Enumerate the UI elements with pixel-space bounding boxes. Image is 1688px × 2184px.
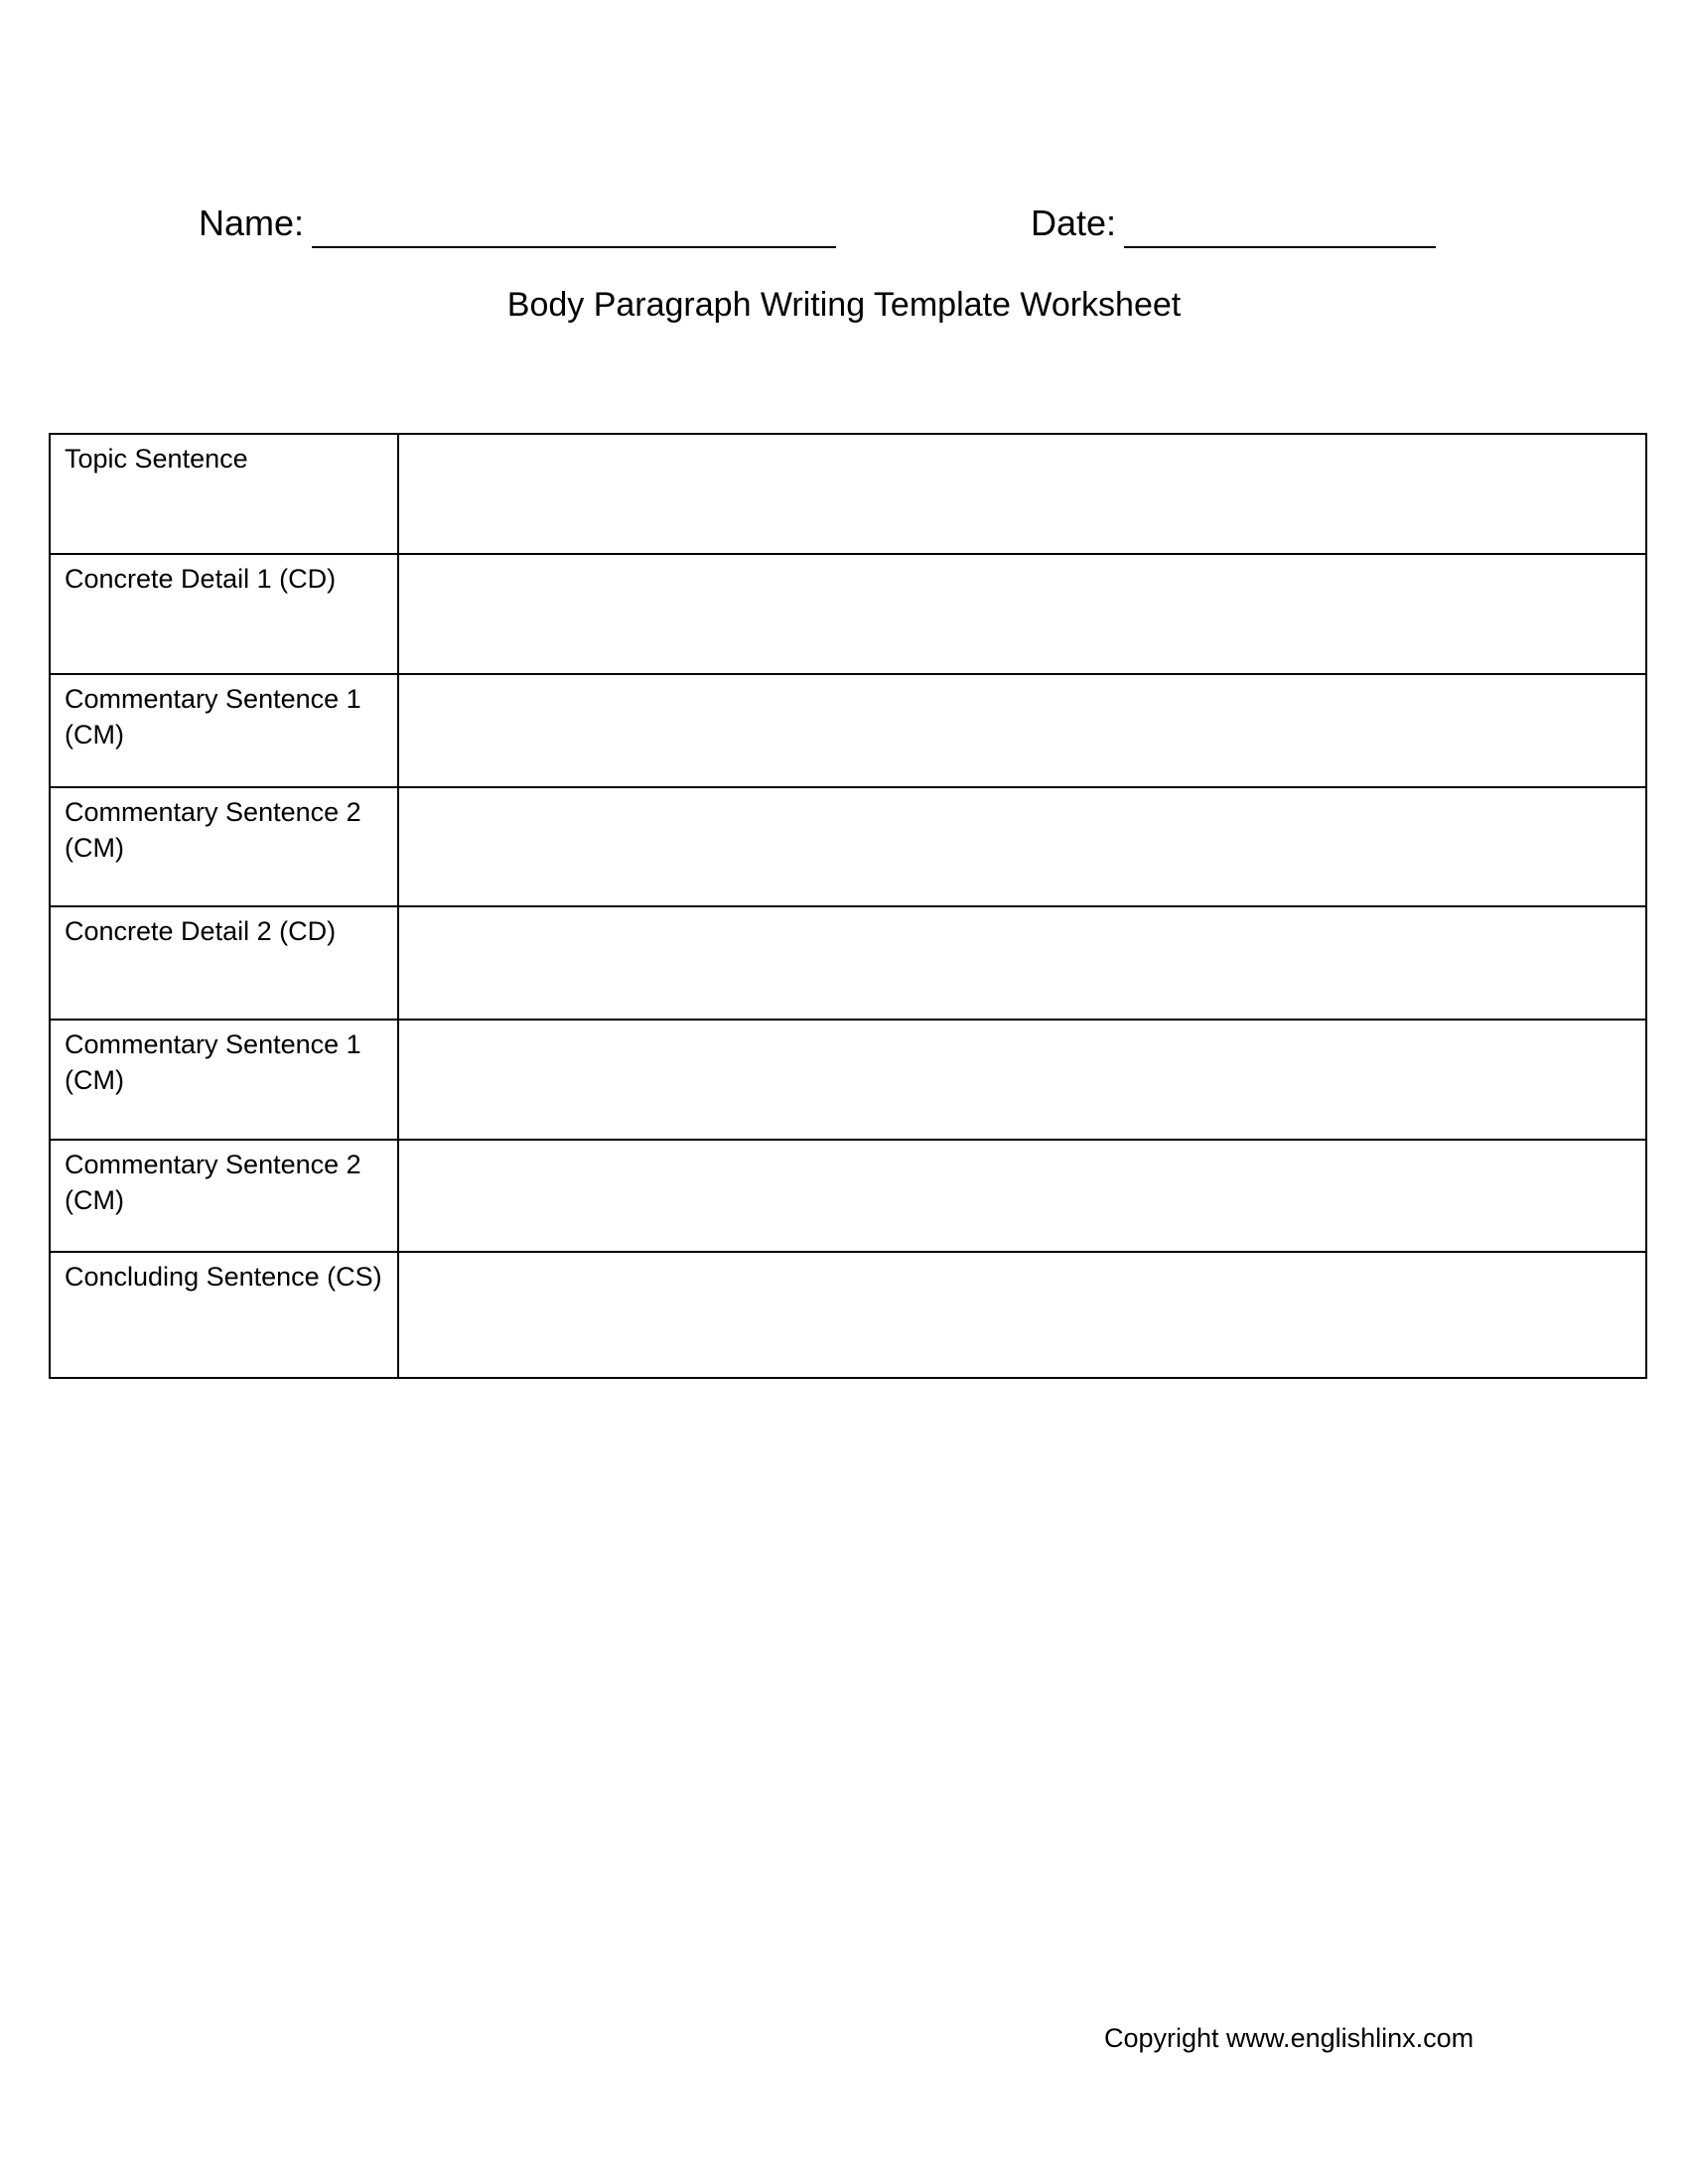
name-blank-line[interactable]	[312, 210, 836, 248]
date-blank-line[interactable]	[1124, 210, 1436, 248]
answer-cell[interactable]	[398, 1252, 1646, 1378]
header-fields	[0, 199, 1688, 258]
table-row-concluding-sentence	[50, 1252, 1646, 1378]
answer-cell[interactable]	[398, 434, 1646, 554]
row-label: Concluding Sentence (CS)	[50, 1252, 398, 1378]
row-label: Concrete Detail 1 (CD)	[50, 554, 398, 674]
answer-cell[interactable]	[398, 554, 1646, 674]
paragraph-template-table	[49, 433, 1647, 1379]
row-label: Commentary Sentence 1 (CM)	[50, 674, 398, 787]
row-label: Concrete Detail 2 (CD)	[50, 906, 398, 1020]
answer-cell[interactable]	[398, 1020, 1646, 1140]
table-row-concrete-detail-1	[50, 554, 1646, 674]
copyright-notice: Copyright www.englishlinx.com	[1104, 2023, 1475, 2053]
row-label: Commentary Sentence 1 (CM)	[50, 1020, 398, 1140]
table-row-concrete-detail-2	[50, 906, 1646, 1020]
answer-cell[interactable]	[398, 787, 1646, 906]
answer-cell[interactable]	[398, 906, 1646, 1020]
row-label: Commentary Sentence 2 (CM)	[50, 787, 398, 906]
name-field	[199, 199, 836, 248]
date-label: Date:	[1031, 203, 1117, 243]
worksheet-title: Body Paragraph Writing Template Worksheet	[506, 286, 1182, 324]
row-label: Commentary Sentence 2 (CM)	[50, 1140, 398, 1252]
table-row-commentary-2b	[50, 1140, 1646, 1252]
table-row-commentary-2a	[50, 787, 1646, 906]
answer-cell[interactable]	[398, 674, 1646, 787]
table-row-commentary-1b	[50, 1020, 1646, 1140]
table-row-commentary-1a	[50, 674, 1646, 787]
answer-cell[interactable]	[398, 1140, 1646, 1252]
row-label: Topic Sentence	[50, 434, 398, 554]
date-field	[1031, 199, 1436, 248]
table-row-topic-sentence	[50, 434, 1646, 554]
name-label: Name:	[199, 203, 305, 243]
